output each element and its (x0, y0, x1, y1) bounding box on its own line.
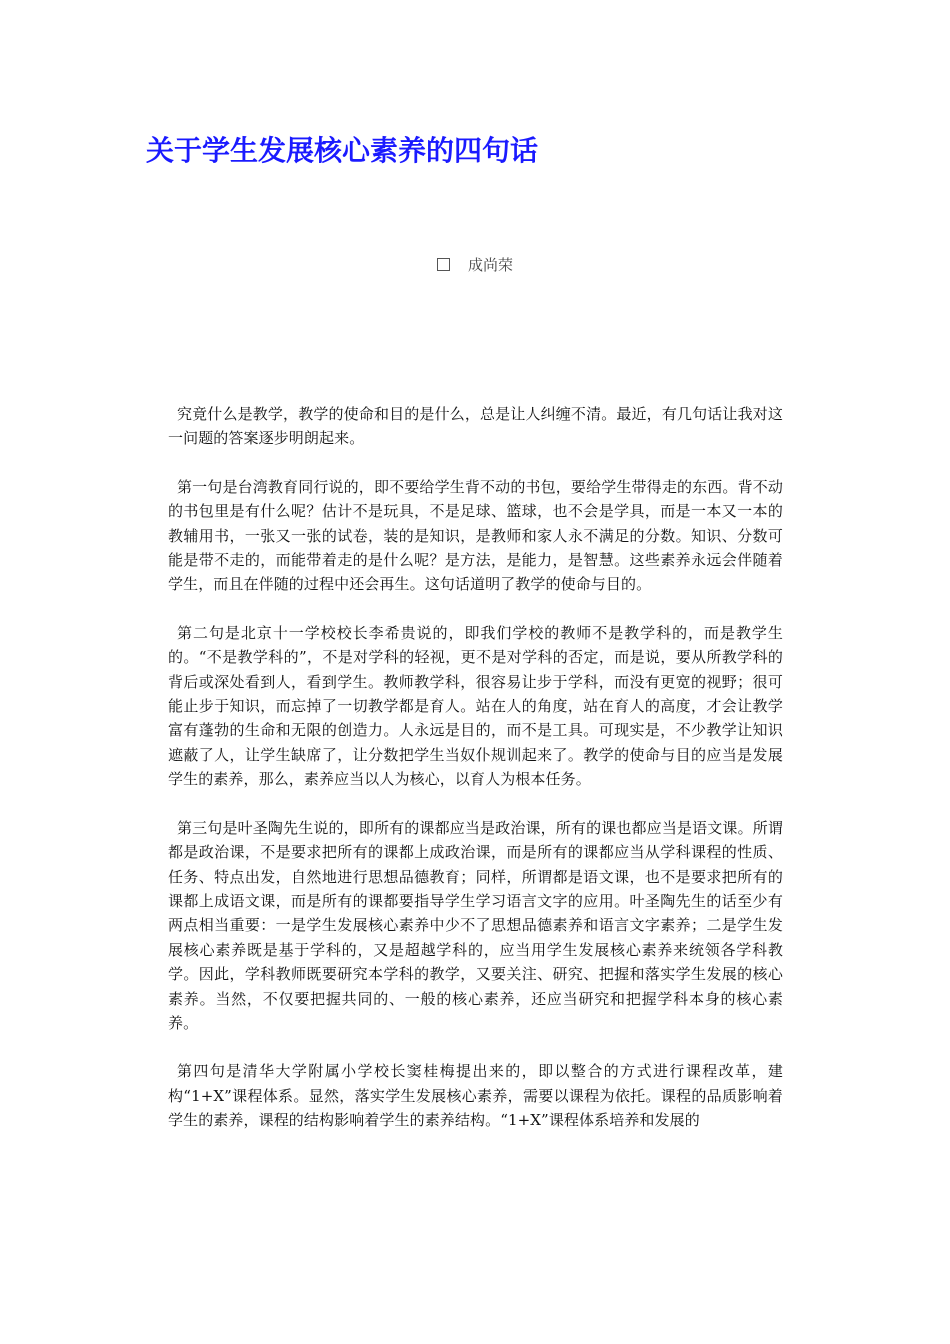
paragraph-first-saying: 第一句是台湾教育同行说的，即不要给学生背不动的书包，要给学生带得走的东西。背不动的书包里是有什么呢？估计不是玩具，不是足球、篮球，也不会是学具，而是一本又一本的教辅用书，一张又一张的试卷，装的是知识，是教师和家人永不满足的分数。知识、分数可能是带不走的，而能带着走的是什么呢？是方法，是能力，是智慧。这些素养永远会伴随着学生，而且在伴随的过程中还会再生。这句话道明了教学的使命与目的。 (168, 477, 783, 594)
paragraph-fourth-saying: 第四句是清华大学附属小学校长窦桂梅提出来的，即以整合的方式进行课程改革，建构“1+X”课程体系。显然，落实学生发展核心素养，需要以课程为依托。课程的品质影响着学生的素养，课程的结构影响着学生的素养结构。“1+X”课程体系培养和发展的 (168, 1062, 783, 1130)
author-byline (0, 254, 950, 276)
paragraph-second-saying: 第二句是北京十一学校校长李希贵说的，即我们学校的教师不是教学科的，而是教学生的。“不是教学科的”，不是对学科的轻视，更不是对学科的否定，而是说，要从所教学科的背后或深处看到人，看到学生。教师教学科，很容易让步于学科，而没有更宽的视野；很可能止步于知识，而忘掉了一切教学都是育人。站在人的角度，站在育人的高度，才会让教学富有蓬勃的生命和无限的创造力。人永远是目的，而不是工具。可现实是，不少教学让知识遮蔽了人，让学生缺席了，让分数把学生当奴仆规训起来了。教学的使命与目的应当是发展学生的素养，那么，素养应当以人为核心，以育人为根本任务。 (168, 623, 783, 789)
author-name: 成尚荣 (467, 256, 513, 274)
article-body (168, 402, 783, 1157)
square-bullet-icon (437, 258, 450, 271)
paragraph-third-saying: 第三句是叶圣陶先生说的，即所有的课都应当是政治课，所有的课也都应当是语文课。所谓都是政治课，不是要求把所有的课都上成政治课，而是所有的课都应当从学科课程的性质、任务、特点出发，自然地进行思想品德教育；同样，所谓都是语文课，也不是要求把所有的课都上成语文课，而是所有的课都要指导学生学习语言文字的应用。叶圣陶先生的话至少有两点相当重要：一是学生发展核心素养中少不了思想品德素养和语言文字素养；二是学生发展核心素养既是基于学科的，又是超越学科的，应当用学生发展核心素养来统领各学科教学。因此，学科教师既要研究本学科的教学，又要关注、研究、把握和落实学生发展的核心素养。当然，不仅要把握共同的、一般的核心素养，还应当研究和把握学科本身的核心素养。 (168, 818, 783, 1032)
article-title: 关于学生发展核心素养的四句话 (146, 134, 539, 167)
paragraph-intro: 究竟什么是教学，教学的使命和目的是什么，总是让人纠缠不清。最近，有几句话让我对这一问题的答案逐步明朗起来。 (168, 405, 783, 448)
